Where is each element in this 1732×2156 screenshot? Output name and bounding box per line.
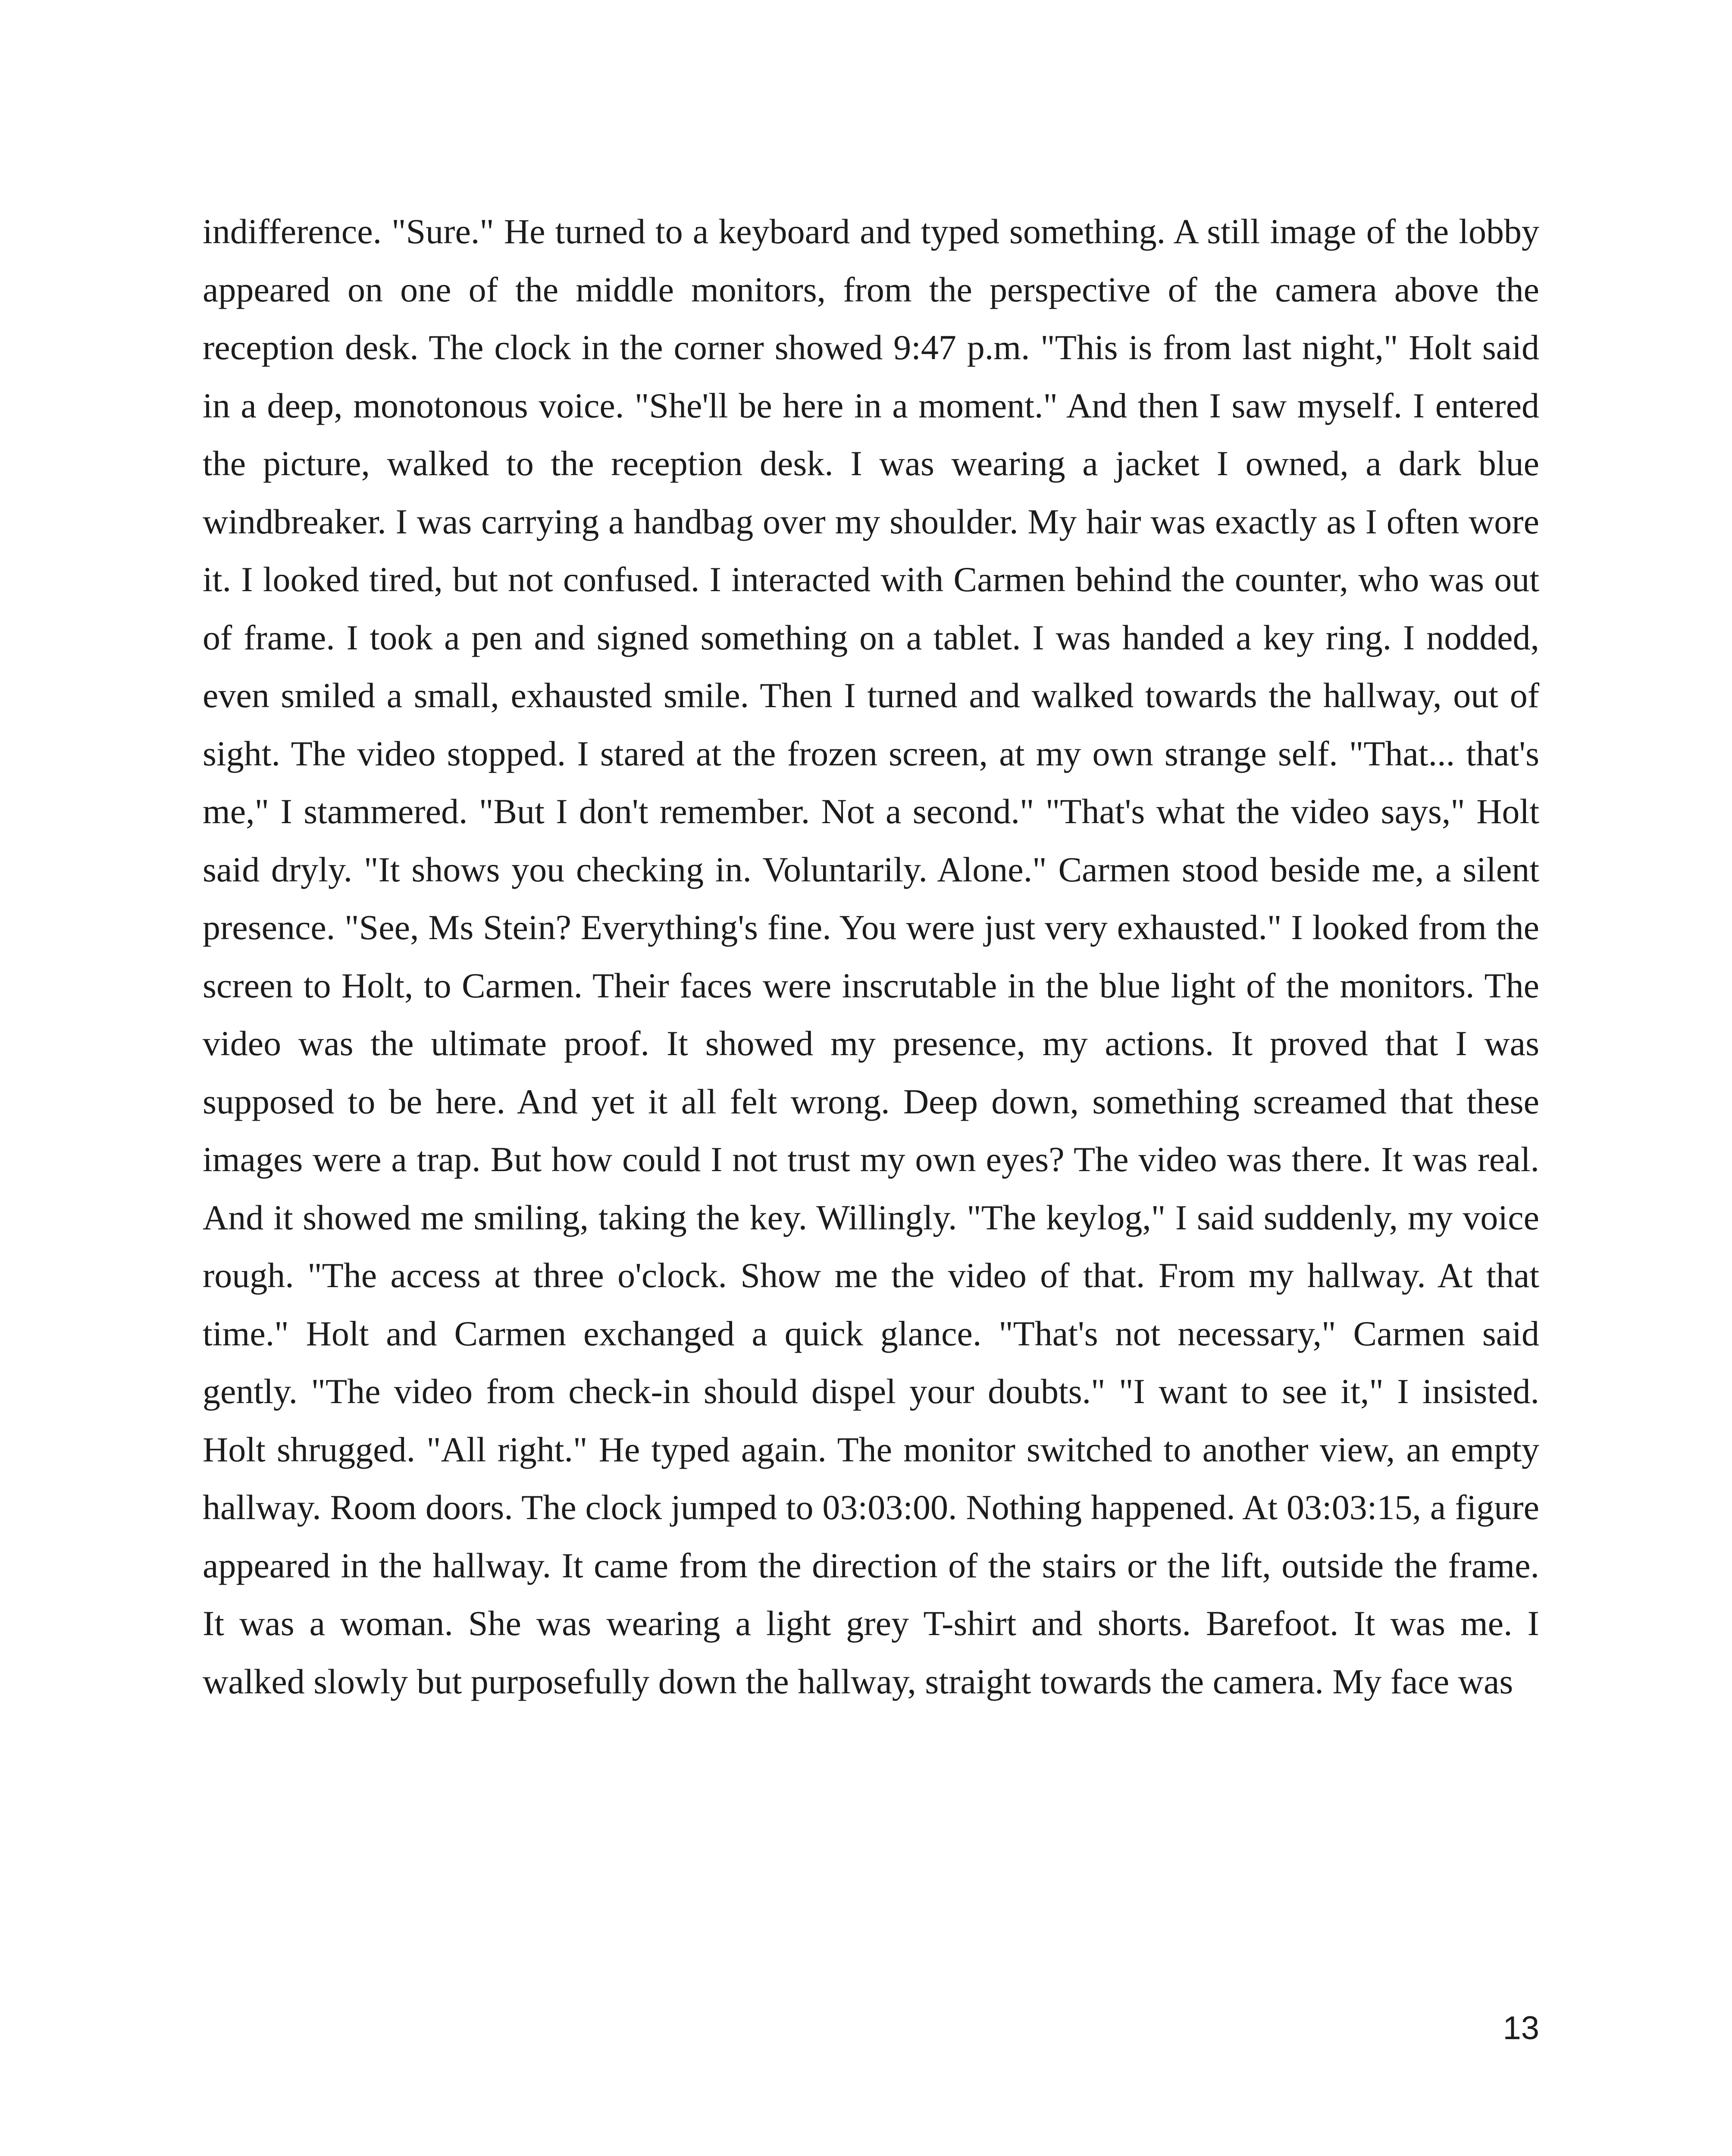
page-number: 13 [1503, 2010, 1539, 2046]
body-paragraph: indifference. "Sure." He turned to a keyboard and typed something. A still image of the lobby appeared on one of the middle monitors, from the perspective of the camera above the reception desk. The clock in the corner showed 9:47 p.m. "This is from last night," Holt said in a deep, monotonous voice. "She'll be here in a moment." And then I saw myself. I entered the picture, walked to the reception desk. I was wearing a jacket I owned, a dark blue windbreaker. I was carrying a handbag over my shoulder. My hair was exactly as I often wore it. I looked tired, but not confused. I interacted with Carmen behind the counter, who was out of frame. I took a pen and signed something on a tablet. I was handed a key ring. I nodded, even smiled a small, exhausted smile. Then I turned and walked towards the hallway, out of sight. The video stopped. I stared at the frozen screen, at my own strange self. "That... that's me," I stammered. "But I don't remember. Not a second." "That's what the video says," Holt said dryly. "It shows you checking in. Voluntarily. Alone." Carmen stood beside me, a silent presence. "See, Ms Stein? Everything's fine. You were just very exhausted." I looked from the screen to Holt, to Carmen. Their faces were inscrutable in the blue light of the monitors. The video was the ultimate proof. It showed my presence, my actions. It proved that I was supposed to be here. And yet it all felt wrong. Deep down, something screamed that these images were a trap. But how could I not trust my own eyes? The video was there. It was real. And it showed me smiling, taking the key. Willingly. "The keylog," I said suddenly, my voice rough. "The access at three o'clock. Show me the video of that. From my hallway. At that time." Holt and Carmen exchanged a quick glance. "That's not necessary," Carmen said gently. "The video from check-in should dispel your doubts." "I want to see it," I insisted. Holt shrugged. "All right." He typed again. The monitor switched to another view, an empty hallway. Room doors. The clock jumped to 03:03:00. Nothing happened. At 03:03:15, a figure appeared in the hallway. It came from the direction of the stairs or the lift, outside the frame. It was a woman. She was wearing a light grey T-shirt and shorts. Barefoot. It was me. I walked slowly but purposefully down the hallway, straight towards the camera. My face was [203, 212, 1539, 1701]
